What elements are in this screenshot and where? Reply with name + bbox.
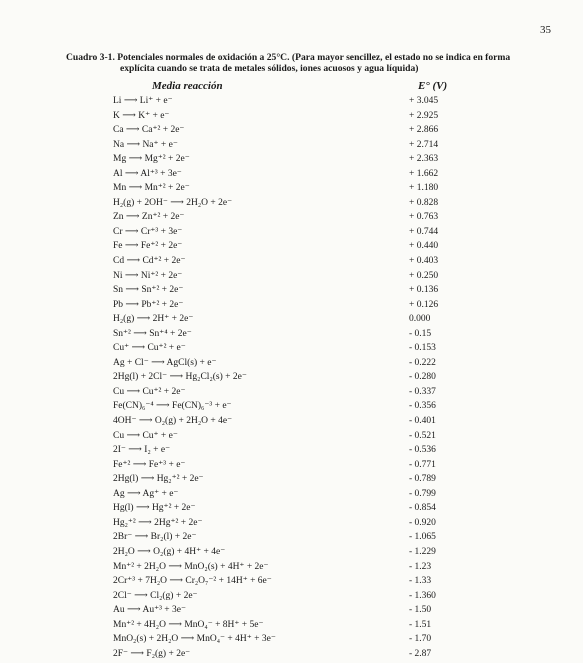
standard-potential: - 1.51 (409, 619, 432, 630)
standard-potential: + 3.045 (409, 96, 439, 106)
table-row (113, 516, 553, 531)
standard-potential: 0.000 (409, 314, 431, 325)
table-row (113, 138, 553, 153)
half-reaction: Cr ⟶ Cr⁺³ + 3e⁻ (113, 226, 183, 237)
table-row (113, 356, 553, 371)
standard-potential: + 0.136 (409, 285, 439, 296)
table-row (113, 123, 553, 138)
table-row (113, 443, 553, 458)
standard-potential: - 0.153 (409, 343, 436, 354)
table-row (113, 94, 553, 109)
table-row (113, 429, 553, 444)
caption-line-1: Cuadro 3-1. Potenciales normales de oxidación a 25°C. (Para mayor sencillez, el estado no se indica en forma (66, 52, 511, 63)
half-reaction: 2H₂O ⟶ O₂(g) + 4H⁺ + 4e⁻ (113, 546, 226, 557)
standard-potential: + 0.744 (409, 226, 439, 237)
half-reaction: Cu⁺ ⟶ Cu⁺² + e⁻ (113, 343, 186, 354)
table-row (113, 603, 553, 618)
half-reaction: H₂(g) ⟶ 2H⁺ + 2e⁻ (113, 314, 194, 325)
standard-potential: - 1.23 (409, 561, 432, 572)
half-reaction: 2Hg(l) + 2Cl⁻ ⟶ Hg₂Cl₂(s) + 2e⁻ (113, 372, 247, 383)
table-row (113, 181, 553, 196)
standard-potential: - 0.789 (409, 474, 436, 485)
standard-potential: - 2.87 (409, 648, 432, 659)
table-row (113, 487, 553, 502)
half-reaction: K ⟶ K⁺ + e⁻ (113, 110, 170, 121)
half-reaction: Fe⁺² ⟶ Fe⁺³ + e⁻ (113, 459, 186, 470)
half-reaction: Ni ⟶ Ni⁺² + 2e⁻ (113, 270, 183, 281)
table-row (113, 225, 553, 240)
table-row (113, 560, 553, 575)
table-row (113, 632, 553, 647)
table-row (113, 312, 553, 327)
table-row (113, 196, 553, 211)
standard-potential: - 0.854 (409, 503, 436, 514)
standard-potential: - 0.920 (409, 517, 436, 528)
table-row (113, 458, 553, 473)
caption-line-2: explícita cuando se trata de metales sólidos, iones acuosos y agua líquida) (120, 63, 419, 74)
standard-potential: + 0.250 (409, 270, 439, 281)
standard-potential: + 0.828 (409, 197, 439, 208)
standard-potential: - 0.401 (409, 416, 436, 427)
half-reaction: Sn ⟶ Sn⁺² + 2e⁻ (113, 285, 184, 296)
standard-potential: - 1.70 (409, 634, 432, 645)
half-reaction: Na ⟶ Na⁺ + e⁻ (113, 139, 178, 150)
standard-potential: - 1.229 (409, 546, 436, 557)
standard-potential: - 1.360 (409, 590, 436, 601)
table-row (113, 545, 553, 560)
half-reaction: Mg ⟶ Mg⁺² + 2e⁻ (113, 154, 190, 165)
half-reaction: Mn⁺² + 4H₂O ⟶ MnO₄⁻ + 8H⁺ + 5e⁻ (113, 619, 264, 630)
table-row (113, 269, 553, 284)
potentials-table (113, 94, 553, 661)
table-row (113, 574, 553, 589)
standard-potential: + 2.714 (409, 139, 439, 150)
half-reaction: Cu ⟶ Cu⁺² + 2e⁻ (113, 386, 186, 397)
table-row (113, 472, 553, 487)
standard-potential: + 2.866 (409, 125, 439, 136)
standard-potential: + 0.403 (409, 256, 439, 267)
table-row (113, 370, 553, 385)
table-row (113, 152, 553, 167)
standard-potential: - 1.33 (409, 576, 432, 587)
standard-potential: - 1.50 (409, 605, 432, 616)
standard-potential: - 0.280 (409, 372, 436, 383)
standard-potential: + 1.180 (409, 183, 439, 194)
half-reaction: Ag + Cl⁻ ⟶ AgCl(s) + e⁻ (113, 357, 217, 368)
half-reaction: Hg(l) ⟶ Hg⁺² + 2e⁻ (113, 503, 196, 514)
table-row (113, 254, 553, 269)
table-row (113, 530, 553, 545)
table-row (113, 501, 553, 516)
table-row (113, 210, 553, 225)
half-reaction: Li ⟶ Li⁺ + e⁻ (113, 96, 173, 106)
half-reaction: Fe(CN)₆⁻⁴ ⟶ Fe(CN)₆⁻³ + e⁻ (113, 401, 232, 412)
standard-potential: - 0.521 (409, 430, 436, 441)
table-row (113, 239, 553, 254)
standard-potential: - 0.356 (409, 401, 436, 412)
half-reaction: Mn⁺² + 2H₂O ⟶ MnO₂(s) + 4H⁺ + 2e⁻ (113, 561, 269, 572)
half-reaction: 2Hg(l) ⟶ Hg₂⁺² + 2e⁻ (113, 474, 204, 485)
table-row (113, 327, 553, 342)
half-reaction: Hg₂⁺² ⟶ 2Hg⁺² + 2e⁻ (113, 517, 203, 528)
half-reaction: 2I⁻ ⟶ I₂ + e⁻ (113, 445, 171, 456)
standard-potential: + 1.662 (409, 168, 439, 179)
standard-potential: - 0.799 (409, 488, 436, 499)
table-row (113, 167, 553, 182)
standard-potential: - 0.222 (409, 357, 436, 368)
half-reaction: Al ⟶ Al⁺³ + 3e⁻ (113, 168, 182, 179)
half-reaction: 4OH⁻ ⟶ O₂(g) + 2H₂O + 4e⁻ (113, 416, 233, 427)
standard-potential: - 0.15 (409, 328, 432, 339)
standard-potential: + 0.126 (409, 299, 439, 310)
table-row (113, 283, 553, 298)
half-reaction: Fe ⟶ Fe⁺² + 2e⁻ (113, 241, 183, 252)
half-reaction: H₂(g) + 2OH⁻ ⟶ 2H₂O + 2e⁻ (113, 197, 233, 208)
half-reaction: Ag ⟶ Ag⁺ + e⁻ (113, 488, 179, 499)
half-reaction: Cd ⟶ Cd⁺² + 2e⁻ (113, 256, 186, 267)
standard-potential: + 0.440 (409, 241, 439, 252)
half-reaction: Cu ⟶ Cu⁺ + e⁻ (113, 430, 178, 441)
column-header-potential: E° (V) (418, 80, 448, 92)
standard-potential: + 2.363 (409, 154, 439, 165)
half-reaction: Sn⁺² ⟶ Sn⁺⁴ + 2e⁻ (113, 328, 192, 339)
table-row (113, 399, 553, 414)
half-reaction: 2Cr⁺³ + 7H₂O ⟶ Cr₂O₇⁻² + 14H⁺ + 6e⁻ (113, 576, 272, 587)
half-reaction: Zn ⟶ Zn⁺² + 2e⁻ (113, 212, 185, 223)
table-row (113, 414, 553, 429)
half-reaction: Au ⟶ Au⁺³ + 3e⁻ (113, 605, 187, 616)
half-reaction: Mn ⟶ Mn⁺² + 2e⁻ (113, 183, 190, 194)
half-reaction: 2F⁻ ⟶ F₂(g) + 2e⁻ (113, 648, 191, 659)
page-number: 35 (540, 24, 551, 36)
standard-potential: + 0.763 (409, 212, 439, 223)
half-reaction: 2Br⁻ ⟶ Br₂(l) + 2e⁻ (113, 532, 197, 543)
table-row (113, 298, 553, 313)
half-reaction: MnO₂(s) + 2H₂O ⟶ MnO₄⁻ + 4H⁺ + 3e⁻ (113, 634, 276, 645)
standard-potential: + 2.925 (409, 110, 439, 121)
table-row (113, 618, 553, 633)
table-row (113, 109, 553, 124)
standard-potential: - 1.065 (409, 532, 436, 543)
table-caption (66, 52, 552, 74)
half-reaction: Ca ⟶ Ca⁺² + 2e⁻ (113, 125, 185, 136)
half-reaction: Pb ⟶ Pb⁺² + 2e⁻ (113, 299, 184, 310)
table-row (113, 647, 553, 662)
standard-potential: - 0.771 (409, 459, 436, 470)
standard-potential: - 0.536 (409, 445, 436, 456)
table-row (113, 341, 553, 356)
table-row (113, 385, 553, 400)
half-reaction: 2Cl⁻ ⟶ Cl₂(g) + 2e⁻ (113, 590, 198, 601)
table-row (113, 589, 553, 604)
column-header-reaction: Media reacción (152, 80, 223, 92)
standard-potential: - 0.337 (409, 386, 436, 397)
